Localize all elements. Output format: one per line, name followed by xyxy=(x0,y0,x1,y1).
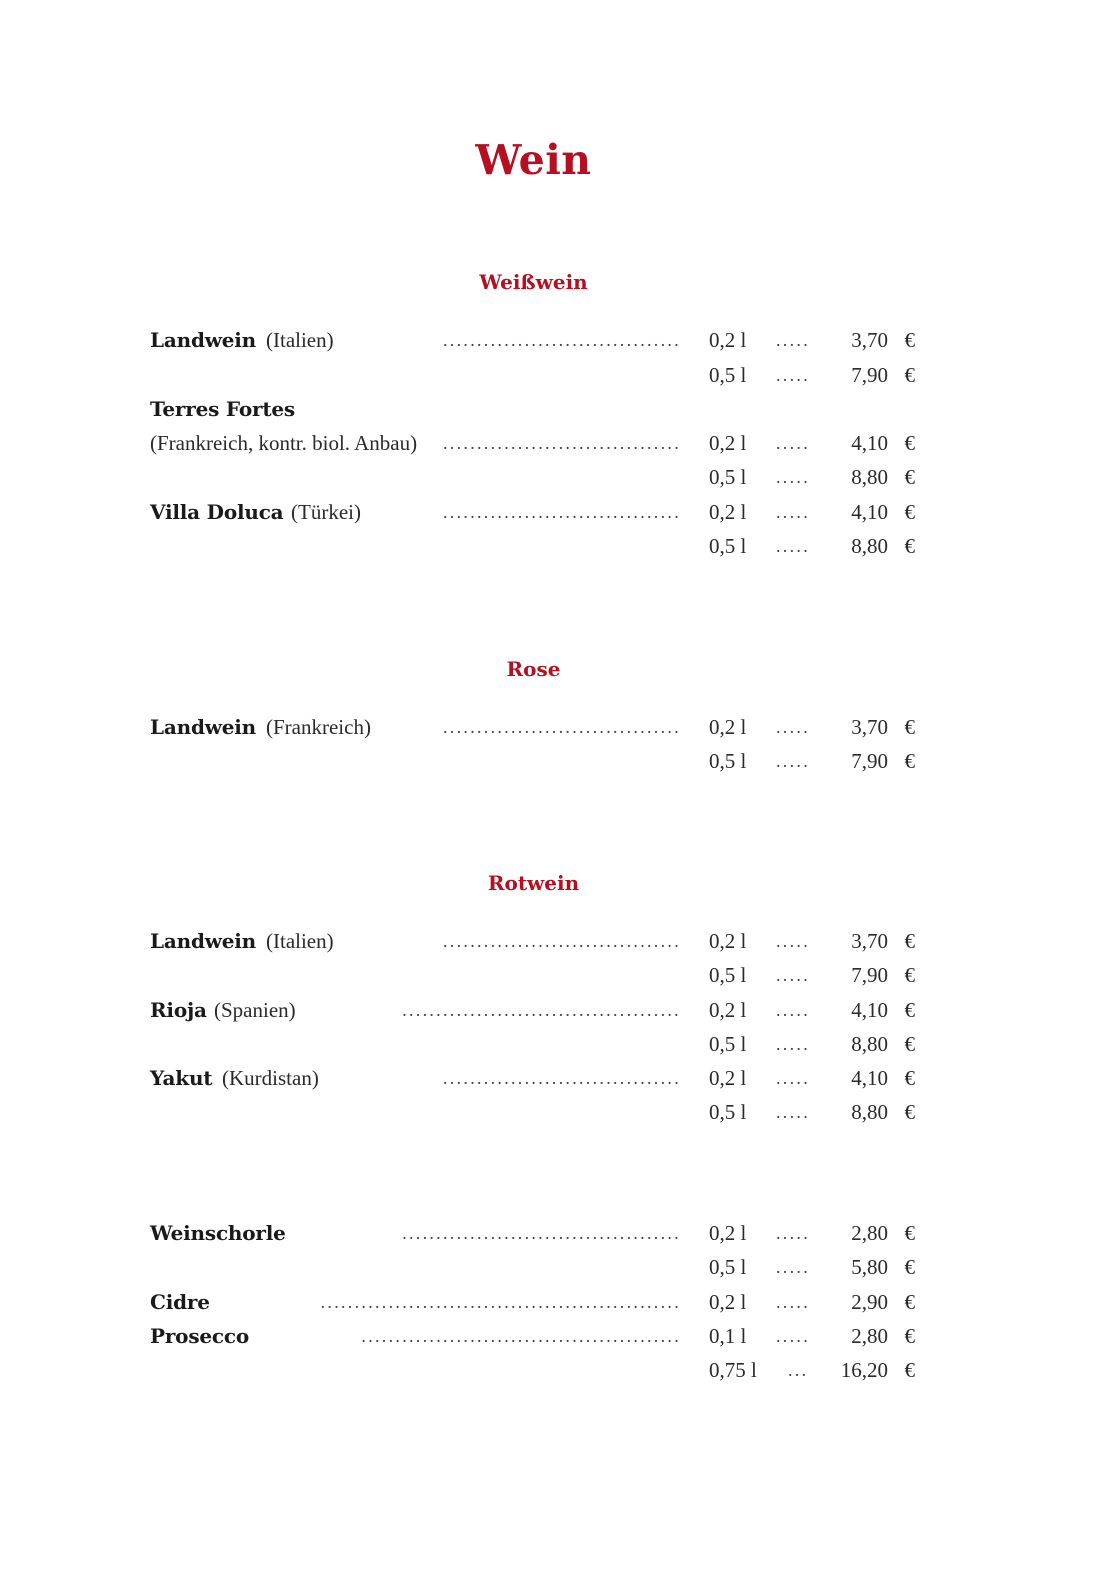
section-heading-rotwein: Rotwein xyxy=(487,871,580,895)
dot-gap: ..... xyxy=(776,1257,810,1277)
dot-gap: ..... xyxy=(776,433,810,453)
currency: € xyxy=(904,749,915,773)
price: 8,80 xyxy=(851,534,888,558)
wine-origin: (Frankreich) xyxy=(266,715,371,739)
menu-row xyxy=(150,495,930,529)
currency: € xyxy=(904,1324,915,1348)
volume: 0,5 l xyxy=(709,534,747,558)
currency: € xyxy=(904,1290,915,1314)
dot-gap: ..... xyxy=(776,1034,810,1054)
wine-name: Terres Fortes xyxy=(150,397,295,421)
wine-name: Landwein xyxy=(150,328,257,352)
volume: 0,2 l xyxy=(709,1290,747,1314)
currency: € xyxy=(904,500,915,524)
price: 7,90 xyxy=(851,749,888,773)
menu-row xyxy=(150,1319,930,1353)
price: 3,70 xyxy=(851,328,888,352)
currency: € xyxy=(904,431,915,455)
dot-gap: ..... xyxy=(776,1068,810,1088)
menu-row xyxy=(150,1250,930,1284)
dot-leader: ......................................... xyxy=(402,1223,681,1243)
menu-row xyxy=(150,392,930,426)
currency: € xyxy=(904,1032,915,1056)
dot-gap: ..... xyxy=(776,330,810,350)
dot-gap: ..... xyxy=(776,502,810,522)
menu-row xyxy=(150,710,930,744)
price: 8,80 xyxy=(851,1100,888,1124)
price: 5,80 xyxy=(851,1255,888,1279)
dot-leader: ......................................... xyxy=(402,1000,681,1020)
dot-gap: ..... xyxy=(776,1102,810,1122)
dot-gap: ... xyxy=(788,1360,809,1380)
dot-leader: ..................................................... xyxy=(320,1292,681,1312)
price: 7,90 xyxy=(851,963,888,987)
currency: € xyxy=(904,1066,915,1090)
wine-name: Rioja xyxy=(150,998,207,1022)
volume: 0,2 l xyxy=(709,929,747,953)
menu-row xyxy=(150,1285,930,1319)
section-heading-rose: Rose xyxy=(506,657,561,681)
volume: 0,2 l xyxy=(709,998,747,1022)
dot-gap: ..... xyxy=(776,467,810,487)
volume: 0,2 l xyxy=(709,1066,747,1090)
currency: € xyxy=(904,1255,915,1279)
volume: 0,2 l xyxy=(709,431,747,455)
dot-gap: ..... xyxy=(776,751,810,771)
wine-name: Yakut xyxy=(150,1066,213,1090)
price: 2,80 xyxy=(851,1221,888,1245)
dot-leader: ................................... xyxy=(443,502,681,522)
menu-row xyxy=(150,1216,930,1250)
wine-name: Landwein xyxy=(150,715,257,739)
menu-row xyxy=(150,1095,930,1129)
price: 2,90 xyxy=(851,1290,888,1314)
currency: € xyxy=(904,715,915,739)
section-heading-weisswein: Weißwein xyxy=(479,270,588,294)
dot-gap: ..... xyxy=(776,536,810,556)
volume: 0,2 l xyxy=(709,328,747,352)
price: 4,10 xyxy=(851,500,888,524)
dot-leader: ................................... xyxy=(443,717,681,737)
volume: 0,2 l xyxy=(709,1221,747,1245)
dot-gap: ..... xyxy=(776,931,810,951)
wine-origin: (Italien) xyxy=(266,328,334,352)
volume: 0,5 l xyxy=(709,1100,747,1124)
dot-leader: ................................... xyxy=(443,1068,681,1088)
dot-gap: ..... xyxy=(776,717,810,737)
currency: € xyxy=(904,465,915,489)
currency: € xyxy=(904,998,915,1022)
volume: 0,5 l xyxy=(709,1032,747,1056)
price: 8,80 xyxy=(851,1032,888,1056)
volume: 0,1 l xyxy=(709,1324,747,1348)
volume: 0,2 l xyxy=(709,500,747,524)
price: 7,90 xyxy=(851,363,888,387)
dot-gap: ..... xyxy=(776,1000,810,1020)
wine-name: Landwein xyxy=(150,929,257,953)
price: 4,10 xyxy=(851,998,888,1022)
price: 4,10 xyxy=(851,431,888,455)
volume: 0,5 l xyxy=(709,363,747,387)
currency: € xyxy=(904,929,915,953)
dot-gap: ..... xyxy=(776,1292,810,1312)
drink-name: Weinschorle xyxy=(150,1221,286,1245)
price: 3,70 xyxy=(851,929,888,953)
volume: 0,2 l xyxy=(709,715,747,739)
dot-leader: ............................................... xyxy=(361,1326,681,1346)
dot-gap: ..... xyxy=(776,965,810,985)
menu-row xyxy=(150,744,930,778)
dot-leader: ................................... xyxy=(443,330,681,350)
price: 3,70 xyxy=(851,715,888,739)
price: 2,80 xyxy=(851,1324,888,1348)
wine-origin: (Spanien) xyxy=(214,998,296,1022)
menu-row xyxy=(150,460,930,494)
dot-leader: ................................... xyxy=(443,931,681,951)
currency: € xyxy=(904,534,915,558)
wine-origin: (Kurdistan) xyxy=(222,1066,319,1090)
currency: € xyxy=(904,1100,915,1124)
volume: 0,5 l xyxy=(709,465,747,489)
page-title: Wein xyxy=(475,136,592,184)
menu-row xyxy=(150,426,930,460)
dot-gap: ..... xyxy=(776,365,810,385)
currency: € xyxy=(904,1358,915,1382)
drink-name: Cidre xyxy=(150,1290,210,1314)
volume: 0,5 l xyxy=(709,749,747,773)
drink-name: Prosecco xyxy=(150,1324,249,1348)
price: 8,80 xyxy=(851,465,888,489)
menu-row xyxy=(150,529,930,563)
wine-origin: (Türkei) xyxy=(291,500,361,524)
menu-row xyxy=(150,1027,930,1061)
currency: € xyxy=(904,1221,915,1245)
menu-row xyxy=(150,1061,930,1095)
menu-row xyxy=(150,358,930,392)
dot-gap: ..... xyxy=(776,1326,810,1346)
volume: 0,5 l xyxy=(709,1255,747,1279)
wine-origin: (Frankreich, kontr. biol. Anbau) xyxy=(150,431,418,455)
currency: € xyxy=(904,328,915,352)
price: 4,10 xyxy=(851,1066,888,1090)
menu-row xyxy=(150,924,930,958)
wine-name: Villa Doluca xyxy=(150,500,284,524)
price: 16,20 xyxy=(840,1358,888,1382)
currency: € xyxy=(904,363,915,387)
currency: € xyxy=(904,963,915,987)
menu-row xyxy=(150,1353,930,1387)
volume: 0,5 l xyxy=(709,963,747,987)
menu-row xyxy=(150,323,930,357)
menu-row xyxy=(150,958,930,992)
menu-row xyxy=(150,993,930,1027)
wine-origin: (Italien) xyxy=(266,929,334,953)
dot-gap: ..... xyxy=(776,1223,810,1243)
dot-leader: ................................... xyxy=(443,433,681,453)
volume: 0,75 l xyxy=(709,1358,757,1382)
